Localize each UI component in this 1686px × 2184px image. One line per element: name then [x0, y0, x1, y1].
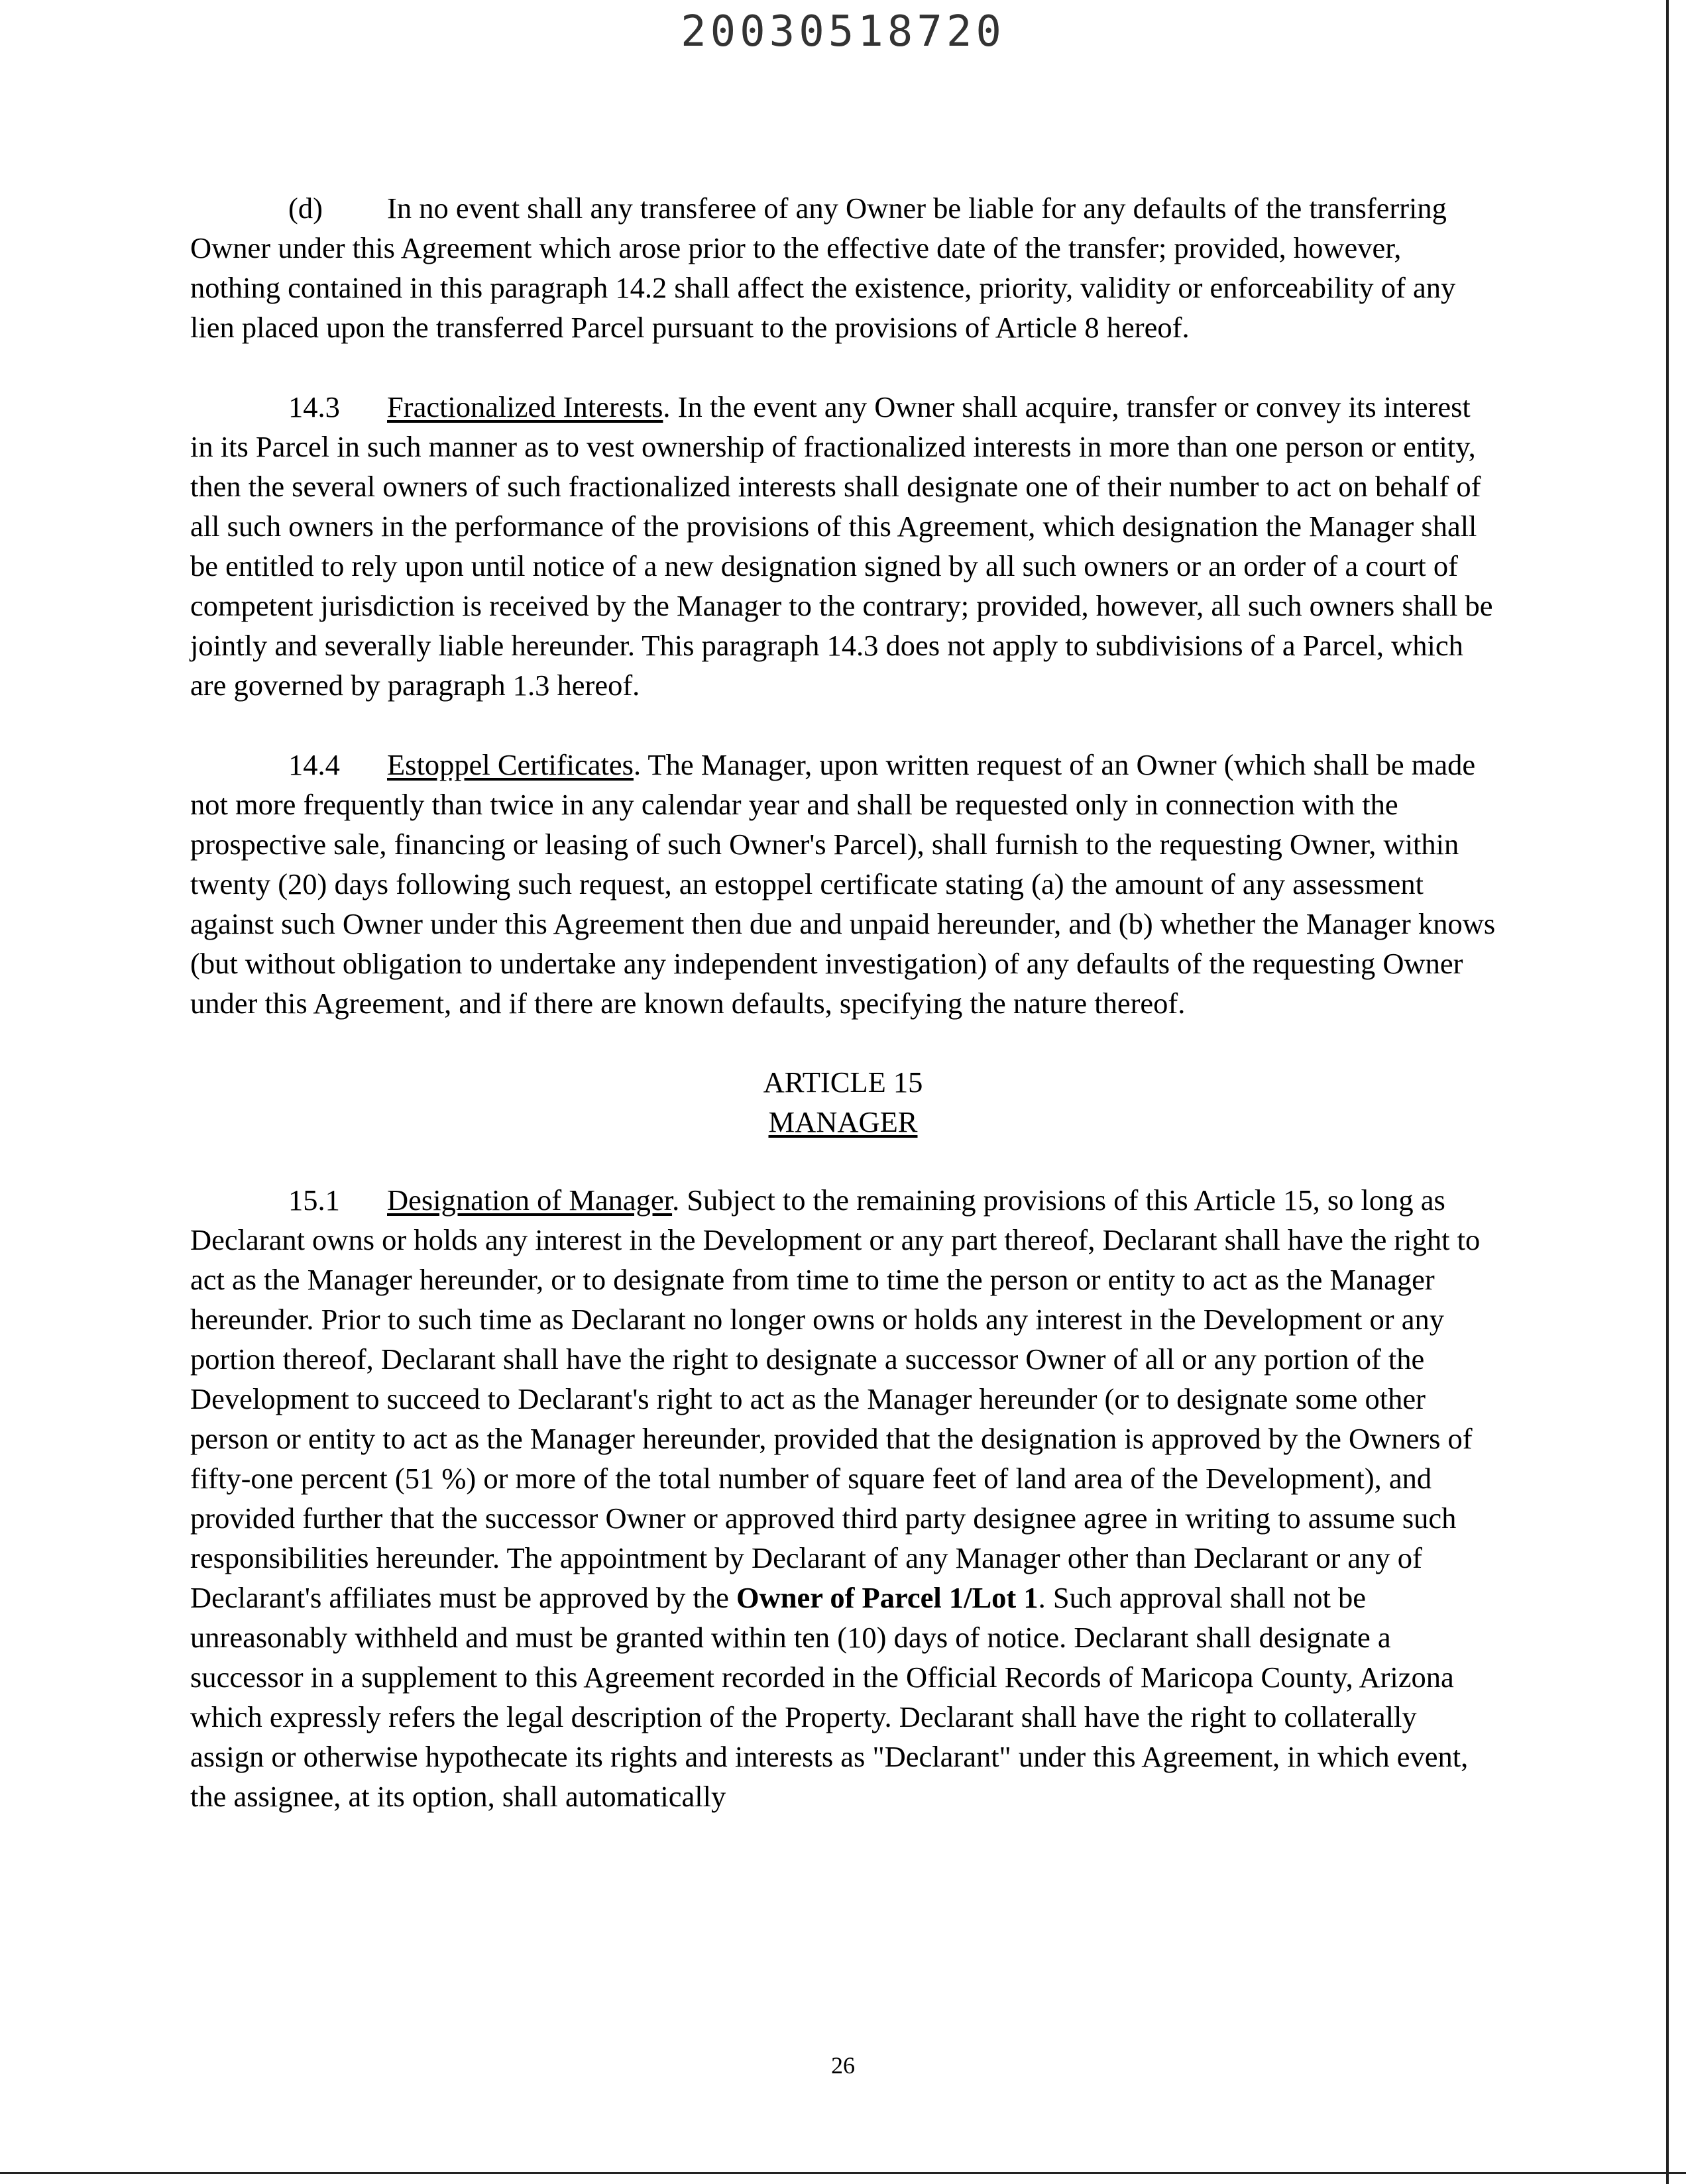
paragraph-bold-text: Owner of Parcel 1/Lot 1: [736, 1581, 1039, 1614]
paragraph-text: . In the event any Owner shall acquire, transfer or convey its interest in its Parcel in such manner as to vest ownership of fractionalized interests in more than one person or entity, then the several owners of such fractionalized interests shall designate one of their number to act on behalf of all such owners in the performance of the provisions of this Agreement, which designation the Manager shall be entitled to rely upon until notice of a new designation signed by all such owners or an order of a court of competent jurisdiction is received by the Manager to the contrary; provided, however, all such owners shall be jointly and severally liable hereunder. This paragraph 14.3 does not apply to subdivisions of a Parcel, which are governed by paragraph 1.3 hereof.: [190, 390, 1493, 702]
paragraph-heading: Fractionalized Interests: [387, 390, 663, 423]
paragraph-heading: Estoppel Certificates: [387, 748, 634, 781]
page-edge-right: [1666, 0, 1669, 2184]
paragraph-text: . Subject to the remaining provisions of this Article 15, so long as Declarant owns or holds any interest in the Development or any part thereof, Declarant shall have the right to act as the Manager hereunder, or to designate from time to time the person or entity to act as the Manager hereunder. Prior to such time as Declarant no longer owns or holds any interest in the Development or any portion thereof, Declarant shall have the right to designate a successor Owner of all or any portion of the Development to succeed to Declarant's right to act as the Manager hereunder (or to designate some other person or entity to act as the Manager hereunder, provided that the designation is approved by the Owners of fifty-one percent (51 %) or more of the total number of square feet of land area of the Development), and provided further that the successor Owner or approved third party designee agree in writing to assume such responsibilities hereunder. The appointment by Declarant of any Manager other than Declarant or any of Declarant's affiliates must be approved by the: [190, 1183, 1481, 1614]
document-body: [190, 188, 1496, 1856]
paragraph-number: 15.1: [288, 1183, 340, 1217]
paragraph-14-2-d: [190, 188, 1496, 347]
paragraph-text: . The Manager, upon written request of an Owner (which shall be made not more frequently than twice in any calendar year and shall be requested only in connection with the prospective sale, financing or leasing of such Owner's Parcel), shall furnish to the requesting Owner, within twenty (20) days following such request, an estoppel certificate stating (a) the amount of any assessment against such Owner under this Agreement then due and unpaid hereunder, and (b) whether the Manager knows (but without obligation to undertake any independent investigation) of any defaults of the requesting Owner under this Agreement, and if there are known defaults, specifying the nature thereof.: [190, 748, 1496, 1020]
article-label: ARTICLE 15: [763, 1065, 923, 1099]
recording-number: 20030518720: [681, 7, 1005, 56]
paragraph-number: 14.3: [288, 390, 340, 423]
paragraph-14-3: [190, 387, 1496, 705]
page-number: 26: [831, 2052, 855, 2079]
article-title: MANAGER: [768, 1105, 918, 1138]
paragraph-label: (d): [288, 191, 323, 225]
paragraph-15-1: [190, 1180, 1496, 1816]
paragraph-number: 14.4: [288, 748, 340, 781]
paragraph-text: In no event shall any transferee of any Owner be liable for any defaults of the transferring Owner under this Agreement which arose prior to the effective date of the transfer; provided, however, nothing contained in this paragraph 14.2 shall affect the existence, priority, validity or enforceability of any lien placed upon the transferred Parcel pursuant to the provisions of Article 8 hereof.: [190, 191, 1456, 344]
paragraph-14-4: [190, 745, 1496, 1023]
paragraph-text-continued: . Such approval shall not be unreasonably withheld and must be granted within ten (10) days of notice. Declarant shall designate a successor in a supplement to this Agreement recorded in the Official Records of Maricopa County, Arizona which expressly refers the legal description of the Property. Declarant shall have the right to collaterally assign or otherwise hypothecate its rights and interests as "Declarant" under this Agreement, in which event, the assignee, at its option, shall automatically: [190, 1581, 1469, 1813]
page-edge-bottom: [0, 2172, 1686, 2174]
article-heading: [190, 1062, 1496, 1142]
paragraph-heading: Designation of Manager: [387, 1183, 673, 1217]
